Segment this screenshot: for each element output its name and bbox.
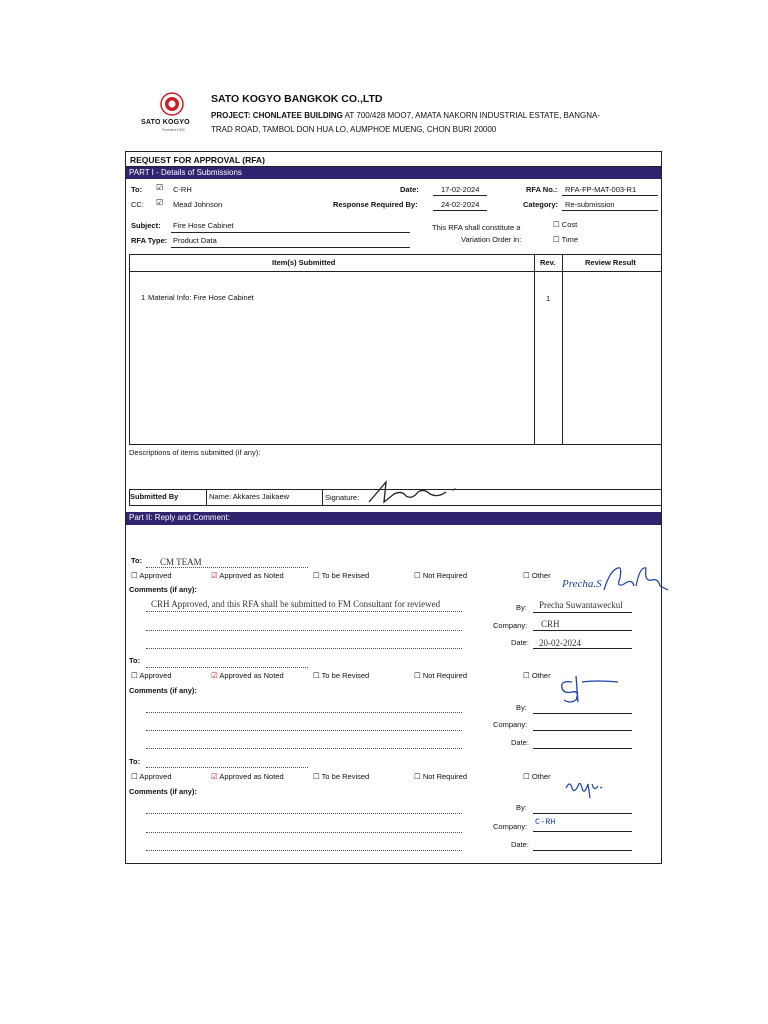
reply2-comments-label: Comments (if any): bbox=[129, 686, 197, 695]
col-review-header: Review Result bbox=[585, 258, 636, 267]
submitted-by-label: Submitted By bbox=[130, 492, 179, 501]
subject-label: Subject: bbox=[131, 221, 161, 230]
project-address-2: TRAD ROAD, TAMBOL DON HUA LO, AUMPHOE MUENG, CHON BURI 20000 bbox=[211, 125, 497, 134]
reply1-to-be-revised[interactable]: ☐ To be Revised bbox=[313, 571, 370, 580]
date-label: Date: bbox=[400, 185, 419, 194]
reply2-date-label: Date: bbox=[511, 738, 529, 747]
category-label: Category: bbox=[523, 200, 559, 209]
part1-header: PART I - Details of Submissions bbox=[126, 167, 661, 179]
rfa-type-value: Product Data bbox=[173, 236, 217, 245]
project-address-1: AT 700/428 MOO7, AMATA NAKORN INDUSTRIAL ESTATE, BANGNA- bbox=[344, 111, 600, 120]
reply1-date-value: 20-02-2024 bbox=[539, 638, 581, 648]
to-checkbox[interactable]: ☑ bbox=[156, 183, 164, 192]
reply3-approved[interactable]: ☐ Approved bbox=[131, 772, 172, 781]
cc-label: CC: bbox=[131, 200, 144, 209]
response-label: Response Required By: bbox=[333, 200, 418, 209]
reply3-date-label: Date: bbox=[511, 840, 529, 849]
rfa-form-frame bbox=[125, 151, 662, 864]
reply1-signature-icon bbox=[600, 560, 675, 600]
reply2-not-required[interactable]: ☐ Not Required bbox=[414, 671, 468, 680]
reply1-approved[interactable]: ☐ Approved bbox=[131, 571, 172, 580]
reply2-to-label: To: bbox=[129, 656, 141, 665]
rfa-type-label: RFA Type: bbox=[131, 236, 168, 245]
reply3-company-label: Company: bbox=[493, 822, 528, 831]
reply3-comments-label: Comments (if any): bbox=[129, 787, 197, 796]
reply3-not-required[interactable]: ☐ Not Required bbox=[414, 772, 468, 781]
variation-text-2: Variation Order in: bbox=[461, 235, 522, 244]
to-label: To: bbox=[131, 185, 143, 194]
category-value: Re-submission bbox=[565, 200, 615, 209]
reply3-approved-noted[interactable]: ☑ Approved as Noted bbox=[211, 772, 284, 781]
reply1-to-value: CM TEAM bbox=[160, 557, 202, 567]
variation-text-1: This RFA shall constitute a bbox=[432, 223, 521, 232]
reply1-to-label: To: bbox=[131, 556, 143, 565]
submitter-signature-icon bbox=[366, 476, 466, 506]
company-name: SATO KOGYO BANGKOK CO.,LTD bbox=[211, 93, 383, 105]
part2-header: Part II: Reply and Comment: bbox=[126, 512, 661, 525]
company-logo bbox=[140, 92, 204, 134]
cost-checkbox[interactable]: ☐ Cost bbox=[553, 220, 578, 229]
cc-value: Mead Johnson bbox=[173, 200, 223, 209]
descriptions-label: Descriptions of items submitted (if any): bbox=[129, 448, 261, 457]
to-value: C-RH bbox=[173, 185, 192, 194]
reply1-other[interactable]: ☐ Other bbox=[523, 571, 551, 580]
reply3-to-label: To: bbox=[129, 757, 141, 766]
reply3-to-be-revised[interactable]: ☐ To be Revised bbox=[313, 772, 370, 781]
reply3-signature-icon bbox=[562, 774, 606, 800]
logo-subtext: Founded 1903 bbox=[162, 128, 185, 132]
reply1-by-value: Precha Suwantaweckul bbox=[539, 600, 623, 610]
reply2-approved[interactable]: ☐ Approved bbox=[131, 671, 172, 680]
reply1-sig-text: Precha.S bbox=[562, 578, 602, 590]
col-rev-header: Rev. bbox=[540, 258, 556, 267]
reply1-company-label: Company: bbox=[493, 621, 528, 630]
item-no: 1 bbox=[141, 293, 146, 302]
reply1-date-label: Date: bbox=[511, 638, 529, 647]
reply1-company-value: CRH bbox=[541, 619, 560, 629]
reply1-approved-noted[interactable]: ☑ Approved as Noted bbox=[211, 571, 284, 580]
response-value: 24-02-2024 bbox=[441, 200, 480, 209]
project-label: PROJECT: bbox=[211, 111, 251, 120]
cc-checkbox[interactable]: ☑ bbox=[156, 198, 164, 207]
time-checkbox[interactable]: ☐ Time bbox=[553, 235, 579, 244]
reply1-not-required[interactable]: ☐ Not Required bbox=[414, 571, 468, 580]
reply1-comment: CRH Approved, and this RFA shall be submitted to FM Consultant for reviewed bbox=[151, 599, 441, 609]
subject-value: Fire Hose Cabinet bbox=[173, 221, 234, 230]
reply2-by-label: By: bbox=[516, 703, 527, 712]
col-items-header: Item(s) Submitted bbox=[272, 258, 336, 267]
reply1-by-label: By: bbox=[516, 603, 527, 612]
form-title: REQUEST FOR APPROVAL (RFA) bbox=[130, 155, 265, 165]
item-rev: 1 bbox=[546, 294, 551, 303]
logo-text: SATO KOGYO bbox=[141, 119, 190, 126]
submitted-name: Name: Akkares Jaikaew bbox=[209, 492, 290, 501]
rfa-no-label: RFA No.: bbox=[526, 185, 558, 194]
reply3-other[interactable]: ☐ Other bbox=[523, 772, 551, 781]
rfa-no-value: RFA-FP-MAT-003-R1 bbox=[565, 185, 637, 194]
project-line-1 bbox=[211, 111, 600, 120]
date-value: 17-02-2024 bbox=[441, 185, 480, 194]
reply1-comments-label: Comments (if any): bbox=[129, 585, 197, 594]
reply2-other[interactable]: ☐ Other bbox=[523, 671, 551, 680]
signature-label: Signature: bbox=[325, 493, 360, 502]
project-name: CHONLATEE BUILDING bbox=[252, 111, 343, 120]
reply3-by-label: By: bbox=[516, 803, 527, 812]
reply2-approved-noted[interactable]: ☑ Approved as Noted bbox=[211, 671, 284, 680]
item-desc: Material Info: Fire Hose Cabinet bbox=[148, 293, 254, 302]
reply3-company-value: C-RH bbox=[535, 817, 556, 827]
reply2-signature-icon bbox=[552, 672, 622, 706]
reply2-to-be-revised[interactable]: ☐ To be Revised bbox=[313, 671, 370, 680]
reply2-company-label: Company: bbox=[493, 720, 528, 729]
